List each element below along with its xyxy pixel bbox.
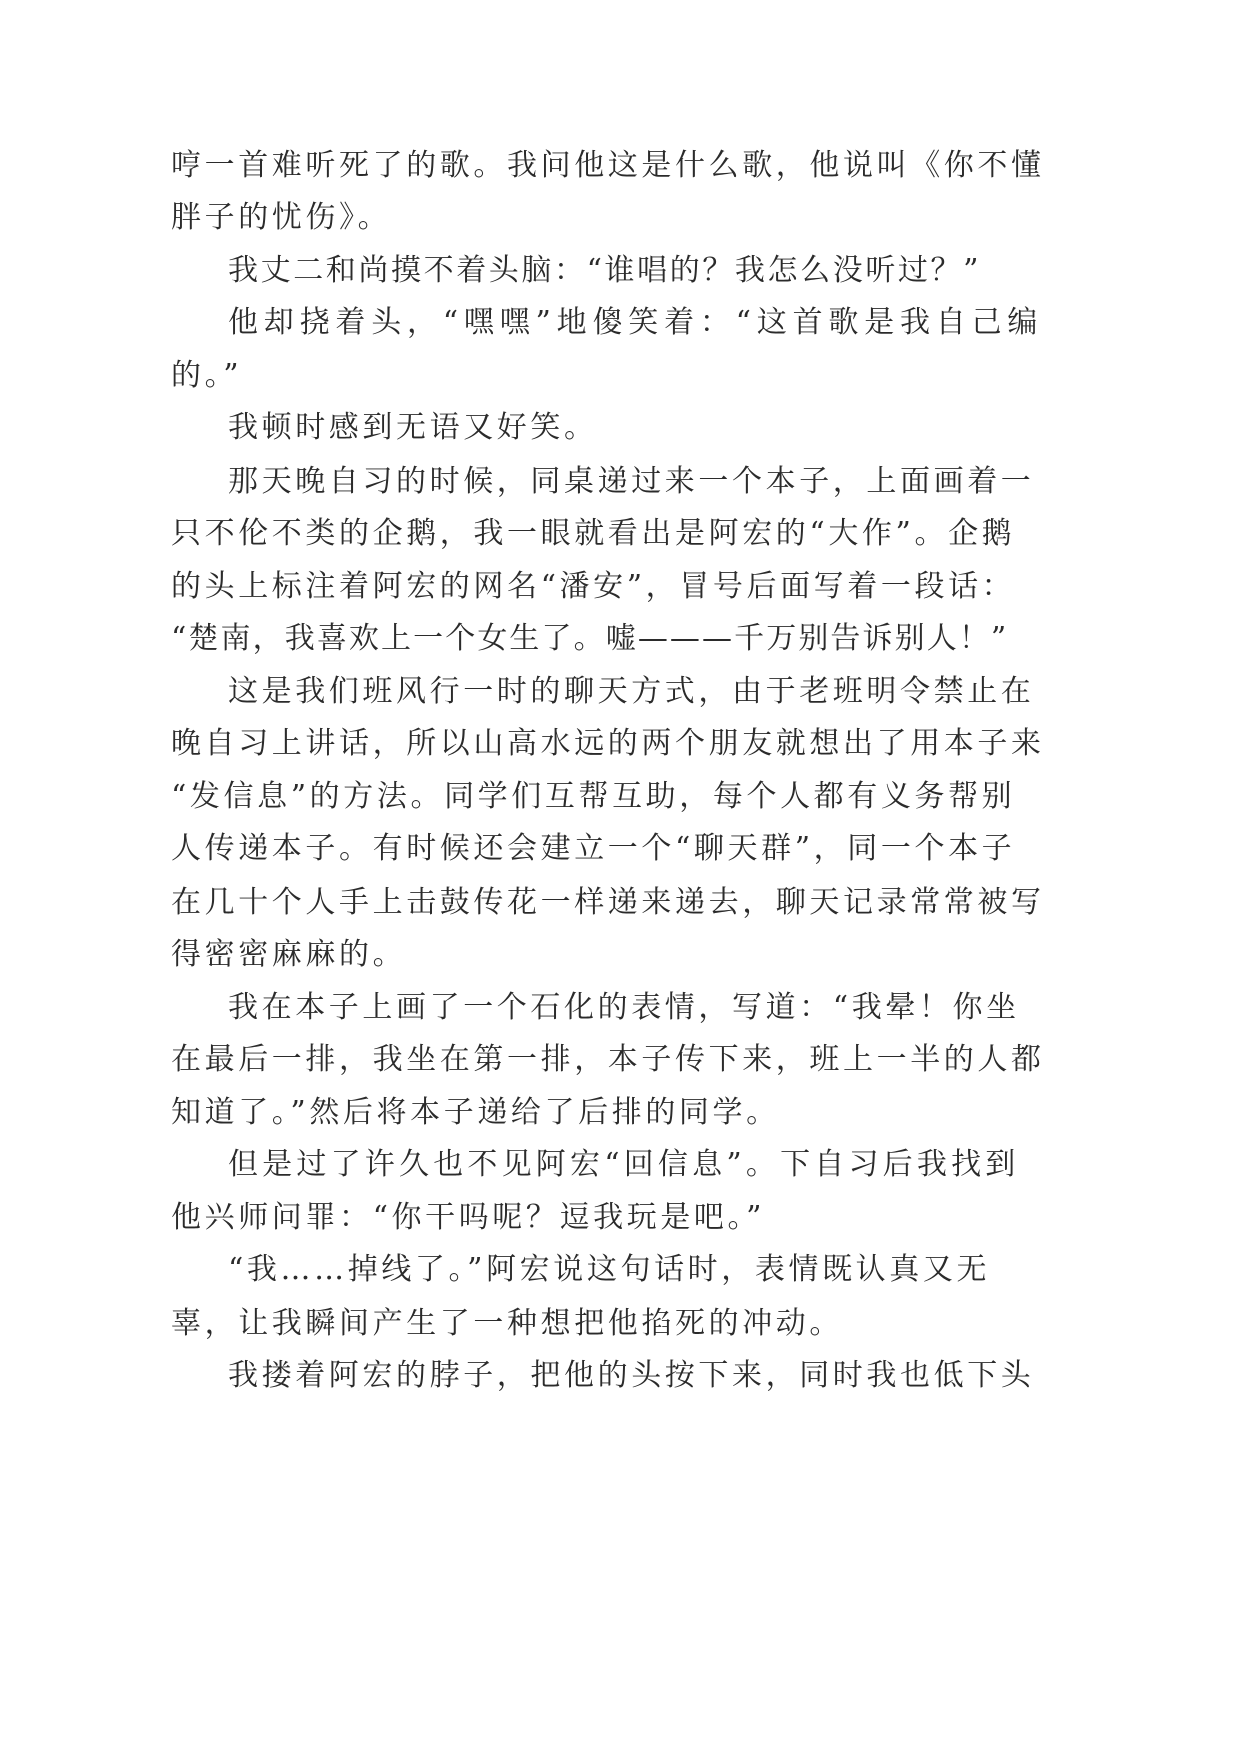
text-line: 这是我们班风行一时的聊天方式，由于老班明令禁止在 [228,674,1035,709]
text-line: “我……掉线了。”阿宏说这句话时，表情既认真又无 [228,1252,991,1287]
text-line: 在几十个人手上击鼓传花一样递来递去，聊天记录常常被写 [171,885,1045,920]
text-line: 晚自习上讲话，所以山高水远的两个朋友就想出了用本子来 [171,726,1045,761]
text-line: 那天晚自习的时候，同桌递过来一个本子，上面画着一 [228,464,1035,499]
text-line: 我搂着阿宏的脖子，把他的头按下来，同时我也低下头 [228,1358,1035,1393]
text-line: 辜，让我瞬间产生了一种想把他掐死的冲动。 [171,1306,843,1341]
text-line: 哼一首难听死了的歌。我问他这是什么歌，他说叫《你不懂 [171,148,1045,183]
text-line: 知道了。”然后将本子递给了后排的同学。 [171,1095,780,1130]
text-line: 只不伦不类的企鹅，我一眼就看出是阿宏的“大作”。企鹅 [171,516,1016,551]
text-line: 的。” [171,358,243,393]
text-line: 我在本子上画了一个石化的表情，写道：“我晕！你坐 [228,990,1020,1025]
text-line: 在最后一排，我坐在第一排，本子传下来，班上一半的人都 [171,1042,1045,1077]
text-line: “楚南，我喜欢上一个女生了。嘘———千万别告诉别人！” [171,621,1009,656]
text-line: 我丈二和尚摸不着头脑：“谁唱的？我怎么没听过？” [228,253,982,288]
text-line: 的头上标注着阿宏的网名“潘安”，冒号后面写着一段话： [171,569,1016,604]
text-line: 他兴师问罪：“你干吗呢？逗我玩是吧。” [171,1200,766,1235]
text-line: “发信息”的方法。同学们互帮互助，每个人都有义务帮别 [171,779,1016,814]
text-line: 得密密麻麻的。 [171,937,407,972]
text-line: 我顿时感到无语又好笑。 [228,410,598,445]
text-line: 人传递本子。有时候还会建立一个“聊天群”，同一个本子 [171,831,1016,866]
text-line: 但是过了许久也不见阿宏“回信息”。下自习后我找到 [228,1147,1020,1182]
text-line: 胖子的忧伤》。 [171,200,392,235]
text-line: 他却挠着头，“嘿嘿”地傻笑着：“这首歌是我自己编 [228,305,1044,340]
